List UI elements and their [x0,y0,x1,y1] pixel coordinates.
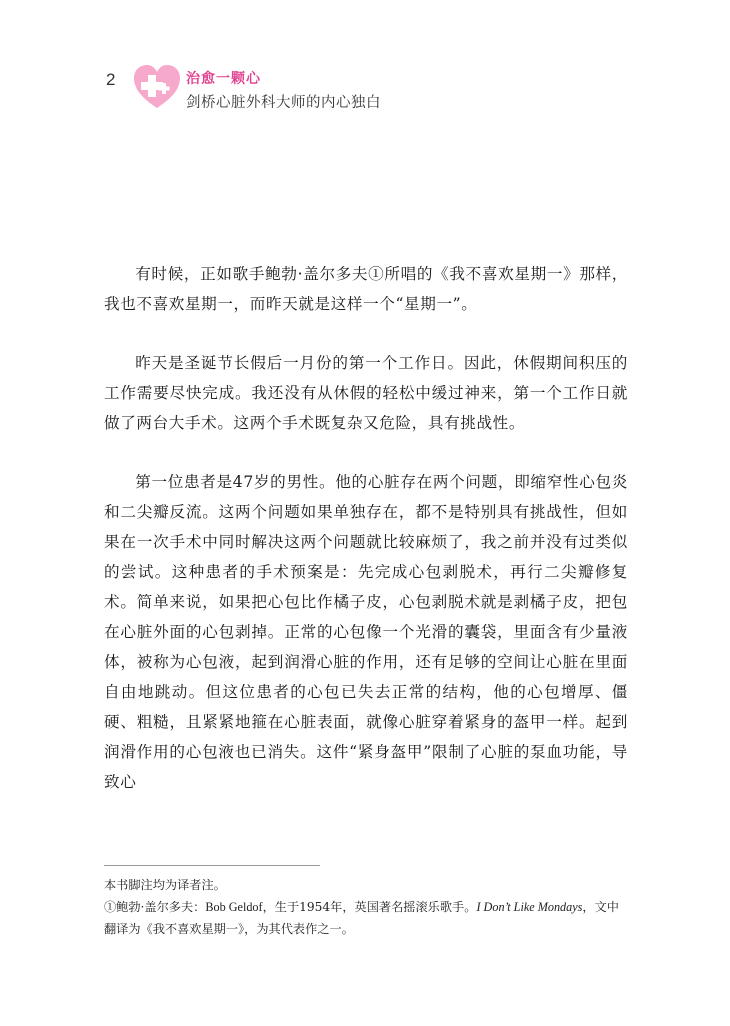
paragraph-3: 第一位患者是47岁的男性。他的心脏存在两个问题，即缩窄性心包炎和二尖瓣反流。这两个问题如果单独存在，都不是特别具有挑战性，但如果在一次手术中同时解决这两个问题就比较麻烦了，我之前并没有过类似的尝试。这种患者的手术预案是：先完成心包剥脱术，再行二尖瓣修复术。简单来说，如果把心包比作橘子皮，心包剥脱术就是剥橘子皮，把包在心脏外面的心包剥掉。正常的心包像一个光滑的囊袋，里面含有少量液体，被称为心包液，起到润滑心脏的作用，还有足够的空间让心脏在里面自由地跳动。但这位患者的心包已失去正常的结构，他的心包增厚、僵硬、粗糙，且紧紧地箍在心脏表面，就像心脏穿着紧身的盔甲一样。起到润滑作用的心包液也已消失。这件“紧身盔甲”限制了心脏的泵血功能，导致心 [104,473,628,791]
book-title: 治愈一颗心 [186,71,261,87]
paragraph-1: 有时候，正如歌手鲍勃·盖尔多夫①所唱的《我不喜欢星期一》那样，我也不喜欢星期一，而昨天就是这样一个“星期一”。 [104,265,628,313]
heart-plus-icon [132,64,182,110]
plus-small-horizontal [159,87,170,91]
page-number: 2 [106,70,116,89]
footnote-divider [104,865,320,866]
footnotes [104,874,628,940]
footnote-1-suffix: ，文中翻译为《我不喜欢星期一》，为其代表作之一。 [104,900,619,936]
footnote-1-prefix: ①鲍勃·盖尔多夫： [104,900,206,914]
footnote-1 [104,896,628,940]
footnote-1-name: Bob Geldof [205,900,263,914]
body-text [104,259,628,826]
paragraph-2: 昨天是圣诞节长假后一月份的第一个工作日。因此，休假期间积压的工作需要尽快完成。我还没有从休假的轻松中缓过神来，第一个工作日就做了两台大手术。这两个手术既复杂又危险，具有挑战性。 [104,354,628,432]
book-subtitle: 剑桥心脏外科大师的内心独白 [186,95,381,111]
footnote-1-song: I Don’t Like Mondays [476,900,583,914]
footnote-general: 本书脚注均为译者注。 [104,878,226,892]
footnote-1-mid: ，生于1954年，英国著名摇滚乐歌手。 [262,900,477,914]
